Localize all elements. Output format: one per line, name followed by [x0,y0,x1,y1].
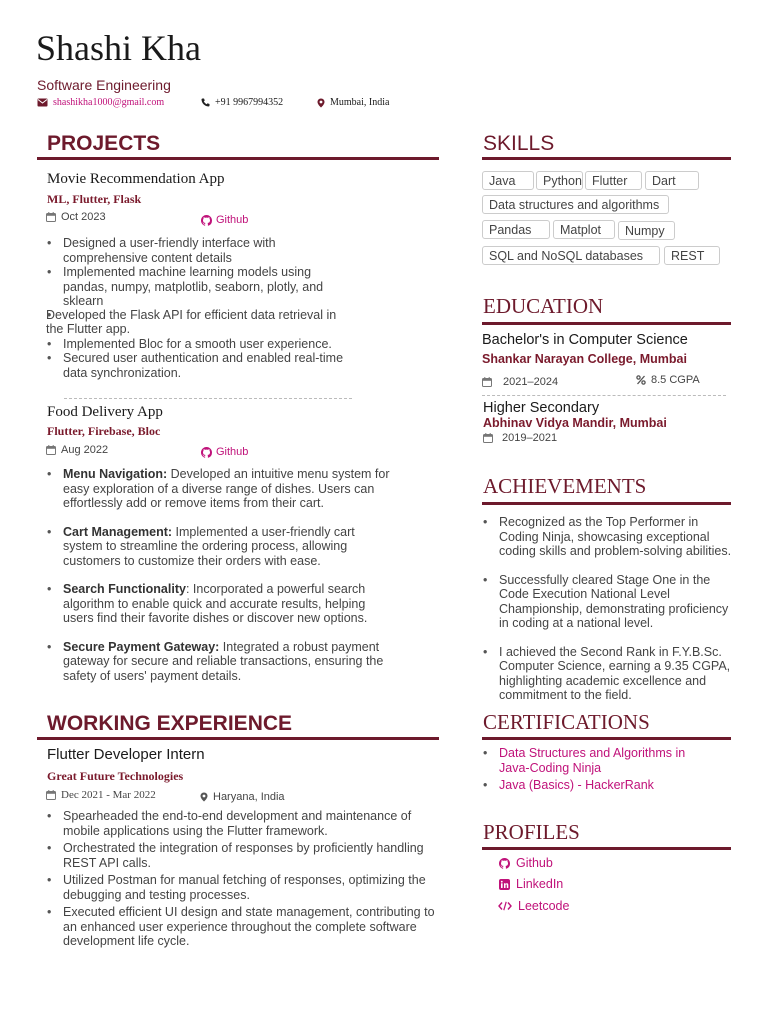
skill-tag: REST [664,246,720,265]
experience-bullets [46,809,441,949]
project-github-link[interactable]: Github [201,214,248,226]
list-item: • I achieved the Second Rank in F.Y.B.Sc. Computer Science, earning a 9.35 CGPA, highlighting academic excellence and commitment to the field. [482,645,740,703]
list-item: • Implemented machine learning models using pandas, numpy, matplotlib, seaborn, plotly, and sklearn [46,265,346,309]
skill-tag: Java [482,171,534,190]
calendar-icon [46,445,56,455]
education-grade: 8.5 CGPA [636,374,700,386]
list-item: • Menu Navigation: Developed an intuitive menu system for easy exploration of a diverse range of dishes. Users can effortlessly add or remove items from their cart. [46,467,391,511]
degree-title: Bachelor's in Computer Science [482,332,688,348]
project-bullets [46,236,346,380]
skill-tag: Numpy [618,221,675,240]
skill-tag: Dart [645,171,699,190]
school-name: Abhinav Vidya Mandir, Mumbai [483,416,667,430]
project-bullets [46,467,391,683]
section-title-skills: SKILLS [483,132,555,155]
map-pin-icon [317,98,325,108]
company-name: Great Future Technologies [47,769,184,783]
profile-link-leetcode[interactable]: Leetcode [498,899,569,913]
school-name: Shankar Narayan College, Mumbai [482,352,687,366]
list-item: • Spearheaded the end-to-end development and maintenance of mobile applications using the Flutter framework. [46,809,441,838]
map-pin-icon [200,792,208,802]
skill-tag: Flutter [585,171,642,190]
section-rule [482,737,731,740]
certifications-list [482,746,702,793]
project-title: Food Delivery App [47,404,163,420]
phone-icon [201,98,210,107]
job-title: Flutter Developer Intern [47,746,205,763]
section-rule [37,737,439,740]
list-item: • Implemented Bloc for a smooth user experience. [46,337,346,352]
certification-link[interactable]: • Data Structures and Algorithms in Java-Coding Ninja [482,746,702,775]
list-item: • Executed efficient UI design and state management, contributing to an enhanced user experience throughout the complete software development life cycle. [46,905,441,949]
project-github-link[interactable]: Github [201,446,248,458]
job-dates: Dec 2021 - Mar 2022 [46,789,156,801]
list-item: • Designed a user-friendly interface with comprehensive content details [46,236,346,265]
list-item: • Secure Payment Gateway: Integrated a robust payment gateway for secure and reliable transactions, ensuring the safety of users' payment details. [46,640,391,684]
candidate-role: Software Engineering [37,77,171,93]
section-title-experience: WORKING EXPERIENCE [47,712,293,735]
list-item: • Search Functionality: Incorporated a powerful search algorithm to enable quick and accurate results, helping users find their favorite dishes or discover new options. [46,582,391,626]
achievements-list [482,515,740,703]
list-item: • Utilized Postman for manual fetching of responses, optimizing the debugging and testing processes. [46,873,441,902]
degree-title: Higher Secondary [483,400,600,416]
contact-email[interactable] [37,97,164,108]
profile-link-linkedin[interactable]: LinkedIn [499,877,563,891]
project-tags: ML, Flutter, Flask [47,192,142,206]
section-title-achievements: ACHIEVEMENTS [483,474,647,498]
project-title: Movie Recommendation App [47,171,225,187]
calendar-icon [482,377,492,387]
skill-tag: Data structures and algorithms [482,195,669,214]
project-tags: Flutter, Firebase, Bloc [47,424,161,438]
github-icon [201,447,212,458]
list-item: • Orchestrated the integration of responses by proficiently handling REST API calls. [46,841,441,870]
project-divider [64,398,352,399]
education-years: 2021–2024 [482,376,558,388]
candidate-name: Shashi Kha [36,28,201,68]
list-item: • Developed the Flask API for efficient data retrieval in the Flutter app. [46,308,346,337]
calendar-icon [483,433,493,443]
skill-tag: Pandas [482,220,550,239]
linkedin-icon [499,879,510,890]
percent-icon [636,375,646,385]
list-item: • Secured user authentication and enabled real-time data synchronization. [46,351,346,380]
calendar-icon [46,212,56,222]
calendar-icon [46,790,56,800]
envelope-icon [37,98,48,107]
section-title-profiles: PROFILES [483,820,580,844]
section-title-certifications: CERTIFICATIONS [483,710,650,734]
profile-link-github[interactable]: Github [499,856,553,870]
section-rule [482,847,731,850]
education-years: 2019–2021 [483,432,557,444]
github-icon [499,858,510,869]
list-item: • Successfully cleared Stage One in the Code Execution National Level Championship, demonstrating proficiency in coding at a national level. [482,573,740,631]
job-location: Haryana, India [200,791,285,803]
skill-tag: Python [536,171,583,190]
project-date: Aug 2022 [46,444,108,456]
certification-link[interactable]: • Java (Basics) - HackerRank [482,778,702,793]
list-item: • Cart Management: Implemented a user-friendly cart system to streamline the ordering process, allowing customers to customize their orders with ease. [46,525,391,569]
section-rule [482,157,731,160]
section-rule [482,502,731,505]
list-item: • Recognized as the Top Performer in Coding Ninja, showcasing exceptional coding skills and problem-solving abilities. [482,515,740,559]
email-text: shashikha1000@gmail.com [53,97,165,108]
project-date: Oct 2023 [46,211,106,223]
section-title-education: EDUCATION [483,294,604,318]
github-icon [201,215,212,226]
phone-text: +91 9967994352 [215,97,284,108]
contact-phone [201,97,283,108]
location-text: Mumbai, India [330,97,390,108]
education-divider [482,395,726,396]
section-rule [482,322,731,325]
section-title-projects: PROJECTS [47,132,161,155]
skill-tag: SQL and NoSQL databases [482,246,660,265]
skill-tag: Matplot [553,220,615,239]
section-rule [37,157,439,160]
code-icon [498,901,512,911]
contact-location [317,97,389,108]
